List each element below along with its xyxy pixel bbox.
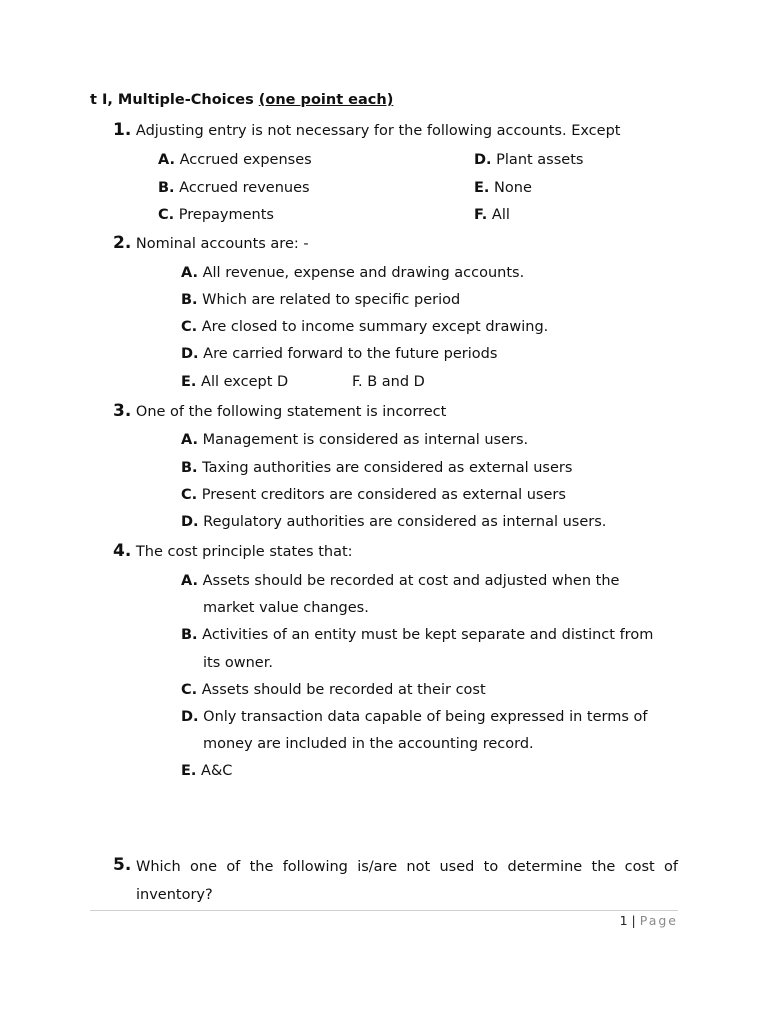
option: [158, 152, 312, 168]
question-number: 2.: [113, 233, 132, 253]
option-letter: C.: [158, 207, 175, 223]
question-number: 1.: [113, 120, 132, 140]
option-letter: C.: [181, 682, 198, 698]
option-text: Are closed to income summary except drawing.: [201, 319, 549, 335]
option-text: Which are related to specific period: [202, 292, 461, 308]
option-letter: D.: [181, 709, 199, 725]
option-continuation: market value changes.: [203, 600, 369, 616]
option-text: Assets should be recorded at cost and adjusted when the: [202, 573, 620, 589]
option-letter: A.: [181, 265, 198, 281]
option-text: Prepayments: [178, 207, 274, 223]
question-text: Adjusting entry is not necessary for the following accounts. Except: [135, 123, 621, 139]
option-letter: A.: [181, 432, 198, 448]
option-text: Are carried forward to the future periods: [203, 346, 498, 362]
question-text: Nominal accounts are: -: [135, 236, 309, 252]
option-text: Only transaction data capable of being expressed in terms of: [203, 709, 648, 725]
option-text: Regulatory authorities are considered as internal users.: [203, 514, 607, 530]
section-heading: [90, 92, 393, 108]
option-text: Accrued expenses: [179, 152, 312, 168]
option: [158, 207, 274, 223]
option-text: Management is considered as internal users.: [202, 432, 529, 448]
option-letter: C.: [181, 319, 198, 335]
option-text: Present creditors are considered as external users: [201, 487, 566, 503]
question-text: Which one of the following is/are not used to determine the cost of inventory?: [136, 859, 678, 903]
option-text: None: [494, 180, 532, 196]
option: [474, 180, 532, 196]
question-text: One of the following statement is incorrect: [135, 404, 447, 420]
option: [474, 207, 510, 223]
option: [181, 319, 548, 335]
option: [181, 682, 486, 698]
option: [474, 152, 583, 168]
option-extra: F. B and D: [352, 374, 425, 390]
option: [181, 292, 460, 308]
option: [181, 265, 524, 281]
points-note: (one point each): [258, 92, 394, 108]
option-text: All: [491, 207, 510, 223]
footer-separator: |: [631, 913, 636, 928]
footer-divider: [90, 910, 678, 911]
option: [181, 627, 653, 643]
option: [158, 180, 310, 196]
option-letter: D.: [181, 514, 199, 530]
option-text: Plant assets: [496, 152, 584, 168]
page-footer: [620, 913, 678, 928]
option-text: All revenue, expense and drawing accounts.: [202, 265, 525, 281]
option: [181, 514, 606, 530]
page-label: Page: [639, 913, 678, 928]
question-3: [113, 401, 446, 421]
question-2: [113, 233, 309, 253]
option-continuation: money are included in the accounting record.: [203, 736, 534, 752]
question-1: [113, 120, 620, 140]
option-continuation: its owner.: [203, 655, 273, 671]
option-letter: C.: [181, 487, 198, 503]
option: [181, 346, 497, 362]
option-letter: F.: [474, 207, 488, 223]
option-text: Assets should be recorded at their cost: [201, 682, 486, 698]
option: [181, 487, 566, 503]
option-text: Accrued revenues: [179, 180, 310, 196]
question-4: [113, 541, 353, 561]
option-letter: D.: [474, 152, 492, 168]
option-letter: E.: [181, 374, 197, 390]
option: [181, 460, 572, 476]
option-letter: E.: [181, 763, 197, 779]
option-letter: D.: [181, 346, 199, 362]
option-letter: A.: [181, 573, 198, 589]
option-letter: E.: [474, 180, 490, 196]
option: [181, 432, 528, 448]
question-number: 3.: [113, 401, 132, 421]
option-text: Activities of an entity must be kept separate and distinct from: [202, 627, 654, 643]
option-letter: B.: [158, 180, 175, 196]
option: [181, 709, 647, 725]
option: [181, 573, 619, 589]
question-text: The cost principle states that:: [135, 544, 353, 560]
option-letter: A.: [158, 152, 175, 168]
option-letter: B.: [181, 292, 198, 308]
page-number: 1: [619, 913, 628, 928]
option-letter: B.: [181, 460, 198, 476]
question-number: 4.: [113, 541, 132, 561]
option-text: Taxing authorities are considered as external users: [202, 460, 573, 476]
option-text: A&C: [201, 763, 233, 779]
question-5-number: [113, 855, 131, 875]
question-number: 5.: [113, 855, 132, 875]
option-text: All except D: [201, 374, 289, 390]
option-letter: B.: [181, 627, 198, 643]
section-title: t I, Multiple-Choices: [90, 92, 259, 108]
option: [181, 374, 288, 390]
option: [181, 763, 232, 779]
